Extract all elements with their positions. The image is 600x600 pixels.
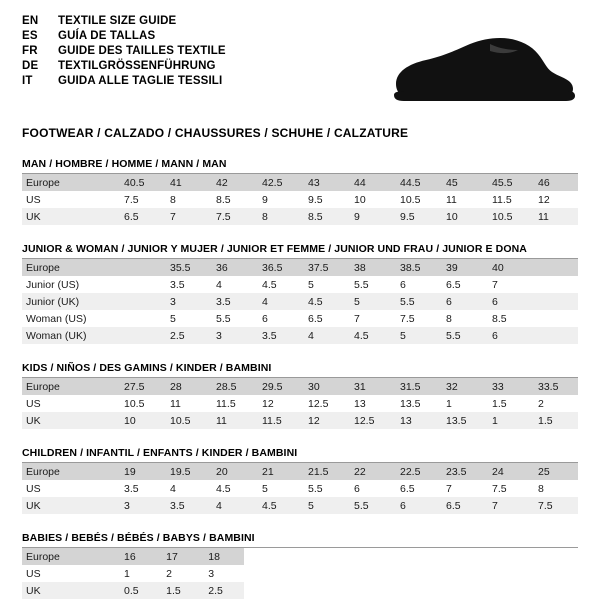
cell: 4.5: [348, 327, 394, 344]
cell: 4: [210, 497, 256, 514]
cell: 3.5: [164, 497, 210, 514]
row-label: Europe: [22, 259, 118, 276]
cell: 2: [160, 565, 202, 582]
cell: 11.5: [256, 412, 302, 429]
cell: 13.5: [394, 395, 440, 412]
cell: [118, 310, 164, 327]
cell: [532, 276, 578, 293]
cell: 1: [118, 565, 160, 582]
cell: 6: [486, 293, 532, 310]
cell: 4.5: [256, 276, 302, 293]
cell: 8: [532, 480, 578, 497]
cell: 13: [348, 395, 394, 412]
cell: 19.5: [164, 463, 210, 480]
cell: 9.5: [394, 208, 440, 225]
cell: 32: [440, 378, 486, 395]
cell: 5: [302, 497, 348, 514]
cell: 6: [348, 480, 394, 497]
cell: 4.5: [256, 497, 302, 514]
cell: [118, 293, 164, 310]
language-code: FR: [22, 45, 38, 57]
row-label: UK: [22, 412, 118, 429]
cell: 12.5: [302, 395, 348, 412]
row-label: US: [22, 395, 118, 412]
cell: 11: [164, 395, 210, 412]
cell: 3.5: [164, 276, 210, 293]
cell: 4: [164, 480, 210, 497]
cell: 4: [210, 276, 256, 293]
cell: 41: [164, 174, 210, 191]
cell: 10: [440, 208, 486, 225]
table-row: [22, 463, 578, 480]
cell: 6: [486, 327, 532, 344]
cell: 8: [256, 208, 302, 225]
cell: 12: [532, 191, 578, 208]
cell: 6: [394, 497, 440, 514]
cell: 1.5: [532, 412, 578, 429]
cell: 22: [348, 463, 394, 480]
cell: 24: [486, 463, 532, 480]
cell: 8.5: [302, 208, 348, 225]
table-row: [22, 276, 578, 293]
cell: 7.5: [532, 497, 578, 514]
cell: 17: [160, 548, 202, 565]
size-table: [22, 259, 578, 344]
cell: 1.5: [160, 582, 202, 599]
row-label: US: [22, 565, 118, 582]
cell: 9.5: [302, 191, 348, 208]
cell: [118, 327, 164, 344]
cell: [532, 259, 578, 276]
cell: 20: [210, 463, 256, 480]
cell: 42.5: [256, 174, 302, 191]
language-list-body: [22, 16, 226, 91]
dress-shoe-icon: [386, 34, 576, 106]
cell: 7.5: [486, 480, 532, 497]
cell: [532, 310, 578, 327]
language-title: GUIDA ALLE TAGLIE TESSILI: [58, 75, 223, 87]
table-row: [22, 582, 244, 599]
cell: 7: [486, 497, 532, 514]
cell: 11: [440, 191, 486, 208]
cell: 2.5: [202, 582, 244, 599]
cell: 8: [164, 191, 210, 208]
cell: 4: [256, 293, 302, 310]
language-code: EN: [22, 15, 39, 27]
cell: 28.5: [210, 378, 256, 395]
group-title: KIDS / NIÑOS / DES GAMINS / KINDER / BAMBINI: [22, 362, 272, 374]
cell: 3.5: [210, 293, 256, 310]
cell: 13.5: [440, 412, 486, 429]
table-row: [22, 259, 578, 276]
cell: 38.5: [394, 259, 440, 276]
cell: 5.5: [348, 497, 394, 514]
row-label: Europe: [22, 174, 118, 191]
cell: 5: [256, 480, 302, 497]
cell: 11: [210, 412, 256, 429]
cell: 1.5: [486, 395, 532, 412]
language-code: IT: [22, 75, 33, 87]
row-label: Woman (UK): [22, 327, 118, 344]
row-label: Junior (UK): [22, 293, 118, 310]
cell: 11.5: [486, 191, 532, 208]
cell: 6.5: [440, 276, 486, 293]
cell: 28: [164, 378, 210, 395]
cell: 13: [394, 412, 440, 429]
table-row: [22, 208, 578, 225]
cell: 2: [532, 395, 578, 412]
size-group-babies: [22, 532, 578, 599]
cell: 0.5: [118, 582, 160, 599]
size-group-man: [22, 158, 578, 225]
language-title: GUIDE DES TAILLES TEXTILE: [58, 45, 226, 57]
cell: 36.5: [256, 259, 302, 276]
language-title: TEXTILE SIZE GUIDE: [58, 15, 177, 27]
cell: 10: [118, 412, 164, 429]
cell: 5: [302, 276, 348, 293]
table-row: [22, 174, 578, 191]
cell: 10.5: [394, 191, 440, 208]
cell: [118, 276, 164, 293]
table-row: [22, 293, 578, 310]
cell: 11: [532, 208, 578, 225]
cell: 7: [486, 276, 532, 293]
cell: 27.5: [118, 378, 164, 395]
cell: 12.5: [348, 412, 394, 429]
group-title: CHILDREN / INFANTIL / ENFANTS / KINDER / BAMBINI: [22, 447, 298, 459]
cell: 6: [440, 293, 486, 310]
cell: 23.5: [440, 463, 486, 480]
language-code: ES: [22, 30, 38, 42]
page-title: FOOTWEAR / CALZADO / CHAUSSURES / SCHUHE / CALZATURE: [22, 126, 409, 140]
size-table: [22, 548, 244, 599]
language-row: [22, 76, 226, 91]
cell: 5.5: [210, 310, 256, 327]
cell: 6: [256, 310, 302, 327]
cell: 35.5: [164, 259, 210, 276]
size-table: [22, 378, 578, 429]
cell: 9: [256, 191, 302, 208]
table-row: [22, 565, 244, 582]
cell: 1: [440, 395, 486, 412]
language-row: [22, 61, 226, 76]
cell: 2.5: [164, 327, 210, 344]
group-title: MAN / HOMBRE / HOMME / MANN / MAN: [22, 158, 227, 170]
cell: 6: [394, 276, 440, 293]
cell: 45.5: [486, 174, 532, 191]
header: [22, 16, 578, 112]
cell: 19: [118, 463, 164, 480]
cell: [532, 293, 578, 310]
cell: 36: [210, 259, 256, 276]
cell: 43: [302, 174, 348, 191]
cell: 5: [164, 310, 210, 327]
cell: 33.5: [532, 378, 578, 395]
cell: 9: [348, 208, 394, 225]
size-group-children: [22, 447, 578, 514]
cell: 31: [348, 378, 394, 395]
cell: 5: [394, 327, 440, 344]
row-label: US: [22, 480, 118, 497]
cell: 3.5: [118, 480, 164, 497]
cell: 5.5: [394, 293, 440, 310]
table-row: [22, 412, 578, 429]
cell: 37.5: [302, 259, 348, 276]
cell: 21.5: [302, 463, 348, 480]
cell: 4.5: [210, 480, 256, 497]
cell: 44.5: [394, 174, 440, 191]
cell: 3: [164, 293, 210, 310]
cell: 7.5: [394, 310, 440, 327]
table-row: [22, 327, 578, 344]
cell: 30: [302, 378, 348, 395]
cell: 18: [202, 548, 244, 565]
row-label: UK: [22, 497, 118, 514]
table-row: [22, 378, 578, 395]
cell: 6.5: [118, 208, 164, 225]
cell: 3.5: [256, 327, 302, 344]
group-title: BABIES / BEBÉS / BÉBÉS / BABYS / BAMBINI: [22, 532, 255, 544]
cell: 10.5: [118, 395, 164, 412]
cell: 38: [348, 259, 394, 276]
cell: 22.5: [394, 463, 440, 480]
row-label: UK: [22, 582, 118, 599]
cell: 10: [348, 191, 394, 208]
cell: 39: [440, 259, 486, 276]
language-row: [22, 16, 226, 31]
table-row: [22, 191, 578, 208]
cell: 3: [202, 565, 244, 582]
language-code: DE: [22, 60, 39, 72]
cell: 6.5: [440, 497, 486, 514]
cell: 8.5: [210, 191, 256, 208]
cell: 7: [164, 208, 210, 225]
cell: 11.5: [210, 395, 256, 412]
cell: 5.5: [302, 480, 348, 497]
language-title: GUÍA DE TALLAS: [58, 30, 156, 42]
row-label: Europe: [22, 548, 118, 565]
cell: 21: [256, 463, 302, 480]
size-table: [22, 463, 578, 514]
cell: 5: [348, 293, 394, 310]
cell: 40.5: [118, 174, 164, 191]
language-row: [22, 31, 226, 46]
cell: 33: [486, 378, 532, 395]
language-list: [22, 16, 226, 91]
table-row: [22, 497, 578, 514]
cell: 42: [210, 174, 256, 191]
cell: 46: [532, 174, 578, 191]
cell: 44: [348, 174, 394, 191]
cell: 6.5: [394, 480, 440, 497]
language-title: TEXTILGRÖSSENFÜHRUNG: [58, 60, 216, 72]
row-label: Woman (US): [22, 310, 118, 327]
cell: 5.5: [348, 276, 394, 293]
language-row: [22, 46, 226, 61]
cell: 4: [302, 327, 348, 344]
size-table: [22, 174, 578, 225]
row-label: UK: [22, 208, 118, 225]
cell: 3: [118, 497, 164, 514]
cell: 1: [486, 412, 532, 429]
cell: 7: [348, 310, 394, 327]
cell: 5.5: [440, 327, 486, 344]
row-label: Europe: [22, 378, 118, 395]
cell: 25: [532, 463, 578, 480]
row-label: Junior (US): [22, 276, 118, 293]
cell: [118, 259, 164, 276]
cell: 7.5: [210, 208, 256, 225]
cell: 4.5: [302, 293, 348, 310]
cell: [532, 327, 578, 344]
cell: 6.5: [302, 310, 348, 327]
table-row: [22, 310, 578, 327]
cell: 3: [210, 327, 256, 344]
cell: 12: [256, 395, 302, 412]
row-label: Europe: [22, 463, 118, 480]
cell: 10.5: [164, 412, 210, 429]
cell: 40: [486, 259, 532, 276]
cell: 7.5: [118, 191, 164, 208]
cell: 7: [440, 480, 486, 497]
cell: 45: [440, 174, 486, 191]
size-group-junior-woman: [22, 243, 578, 344]
cell: 12: [302, 412, 348, 429]
cell: 10.5: [486, 208, 532, 225]
cell: 8.5: [486, 310, 532, 327]
cell: 31.5: [394, 378, 440, 395]
row-label: US: [22, 191, 118, 208]
size-group-kids: [22, 362, 578, 429]
cell: 29.5: [256, 378, 302, 395]
cell: 16: [118, 548, 160, 565]
table-row: [22, 395, 578, 412]
group-title: JUNIOR & WOMAN / JUNIOR Y MUJER / JUNIOR ET FEMME / JUNIOR UND FRAU / JUNIOR E DONA: [22, 243, 527, 255]
table-row: [22, 548, 244, 565]
table-row: [22, 480, 578, 497]
cell: 8: [440, 310, 486, 327]
